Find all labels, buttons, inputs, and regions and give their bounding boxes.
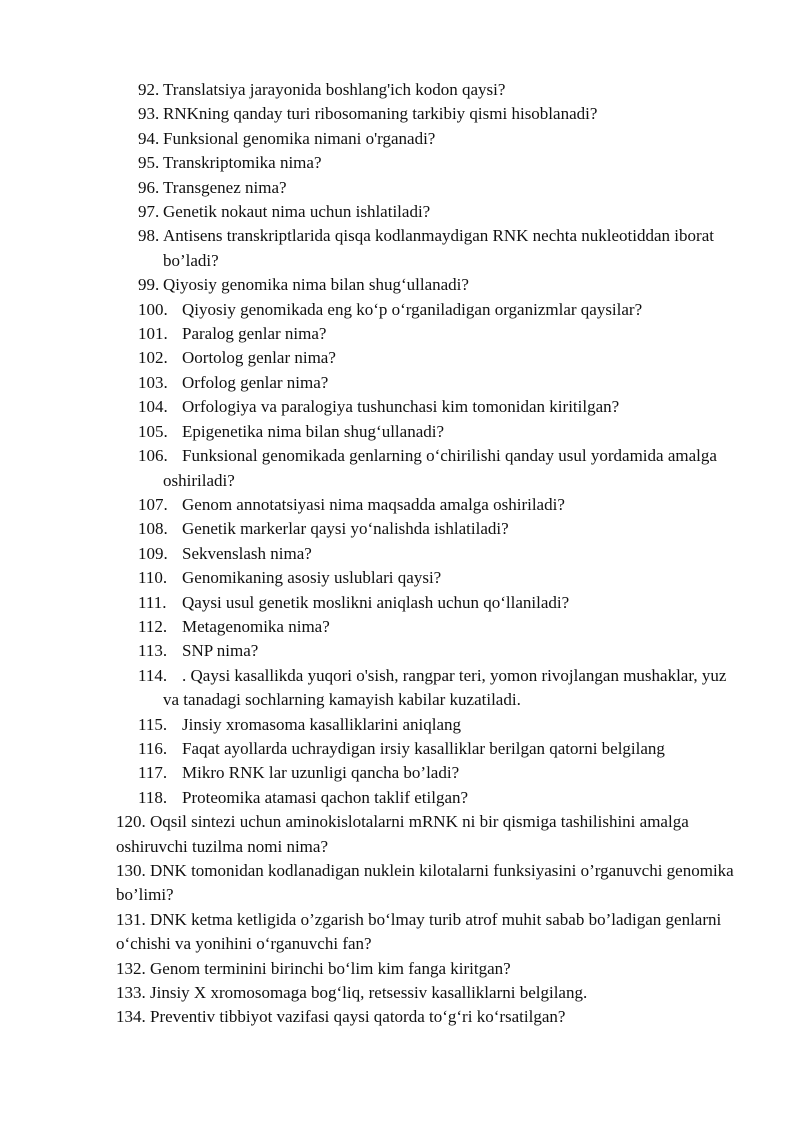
list-item [0,346,800,370]
item-number: 118. [138,787,168,807]
item-number: 104. [138,397,168,417]
list-item [0,322,800,346]
list-item [0,151,800,175]
paragraph-text: 132. Genom terminini birinchi boʻlim kim fanga kiritgan? [116,958,511,978]
paragraph-item [0,859,800,908]
item-number: 107. [138,494,168,514]
list-item [0,371,800,395]
list-item [0,664,800,713]
item-text: Orfologiya va paralogiya tushunchasi kim tomonidan kiritilgan? [182,397,620,417]
item-text: Funksional genomikada genlarning oʻchirilishi qanday usul yordamida amalga oshiriladi? [163,446,717,490]
list-item [0,176,800,200]
paragraph-text: 120. Oqsil sintezi uchun aminokislotalarni mRNK ni bir qismiga tashilishini amalga oshiruvchi tuzilma nomi nima? [116,812,689,856]
item-text: Metagenomika nima? [182,616,330,636]
item-text: Qiyosiy genomikada eng koʻp oʻrganiladigan organizmlar qaysilar? [182,299,643,319]
list-item [0,639,800,663]
item-number: 114. [138,665,168,685]
item-number: 111. [138,592,167,612]
item-number: 106. [138,446,168,466]
item-text: Faqat ayollarda uchraydigan irsiy kasalliklar berilgan qatorni belgilang [182,738,665,758]
item-text: Transkriptomika nima? [163,153,322,173]
item-text: Funksional genomika nimani o'rganadi? [163,128,436,148]
list-item [0,615,800,639]
item-text: Genetik nokaut nima uchun ishlatiladi? [163,202,431,222]
item-number: 115. [138,714,168,734]
item-number: 117. [138,763,168,783]
item-number: 105. [138,421,168,441]
item-number: 113. [138,641,168,661]
item-text: SNP nima? [182,641,259,661]
item-text: Epigenetika nima bilan shugʻullanadi? [182,421,445,441]
item-number: 110. [138,568,168,588]
item-number: 99. [138,275,160,295]
item-text: Transgenez nima? [163,177,287,197]
paragraph-item [0,1005,800,1029]
item-text: Mikro RNK lar uzunligi qancha bo’ladi? [182,763,460,783]
item-text: Sekvenslash nima? [182,543,312,563]
item-number: 98. [138,226,160,246]
item-number: 100. [138,299,168,319]
list-item [0,78,800,102]
question-list [0,78,800,1030]
list-item [0,102,800,126]
item-number: 109. [138,543,168,563]
item-text: Jinsiy xromasoma kasalliklarini aniqlang [182,714,462,734]
item-text: RNKning qanday turi ribosomaning tarkibiy qismi hisoblanadi? [163,104,598,124]
item-text: Antisens transkriptlarida qisqa kodlanmaydigan RNK nechta nukleotiddan iborat bo’ladi? [163,226,714,270]
item-number: 102. [138,348,168,368]
item-text: . Qaysi kasallikda yuqori o'sish, rangpar teri, yomon rivojlangan mushaklar, yuz va tanadagi sochlarning kamayish kabilar kuzatiladi. [163,665,727,710]
list-item [0,273,800,297]
paragraph-text: 131. DNK ketma ketligida o’zgarish boʻlmay turib atrof muhit sabab bo’ladigan genlarni oʻchishi va yonihini oʻrganuvchi fan? [116,909,722,954]
list-item [0,444,800,493]
paragraph-item [0,981,800,1005]
list-item [0,542,800,566]
item-text: Translatsiya jarayonida boshlang'ich kodon qaysi? [163,80,506,99]
list-item [0,127,800,151]
item-number: 92. [138,80,160,99]
item-number: 101. [138,324,168,344]
list-item [0,493,800,517]
item-text: Proteomika atamasi qachon taklif etilgan? [182,787,469,807]
item-text: Genetik markerlar qaysi yoʻnalishda ishlatiladi? [182,519,509,539]
item-number: 103. [138,372,168,392]
list-item [0,786,800,810]
item-number: 116. [138,738,168,758]
list-item [0,395,800,419]
paragraph-text: 134. Preventiv tibbiyot vazifasi qaysi qatorda toʻgʻri koʻrsatilgan? [116,1007,566,1027]
paragraph-text: 130. DNK tomonidan kodlanadigan nuklein kilotalarni funksiyasini o’rganuvchi genomika bo’limi? [116,861,734,905]
list-item [0,566,800,590]
paragraph-item [0,957,800,981]
list-item [0,517,800,541]
list-item [0,713,800,737]
list-item [0,224,800,273]
list-item [0,420,800,444]
item-text: Orfolog genlar nima? [182,372,329,392]
paragraph-item [0,908,800,957]
list-item [0,761,800,785]
list-item [0,200,800,224]
list-item [0,298,800,322]
list-item [0,591,800,615]
item-text: Genomikaning asosiy uslublari qaysi? [182,568,442,588]
item-number: 96. [138,177,160,197]
item-number: 108. [138,519,168,539]
item-number: 94. [138,128,160,148]
item-text: Qaysi usul genetik moslikni aniqlash uchun qoʻllaniladi? [182,592,570,612]
item-number: 95. [138,153,160,173]
item-text: Qiyosiy genomika nima bilan shugʻullanadi? [163,275,469,295]
list-item [0,737,800,761]
item-text: Genom annotatsiyasi nima maqsadda amalga oshiriladi? [182,494,565,514]
item-text: Oortolog genlar nima? [182,348,336,368]
item-number: 93. [138,104,160,124]
paragraph-item [0,810,800,859]
item-number: 97. [138,202,160,222]
item-number: 112. [138,616,168,636]
paragraph-text: 133. Jinsiy X xromosomaga bogʻliq, retsessiv kasalliklarni belgilang. [116,983,588,1003]
item-text: Paralog genlar nima? [182,324,327,344]
